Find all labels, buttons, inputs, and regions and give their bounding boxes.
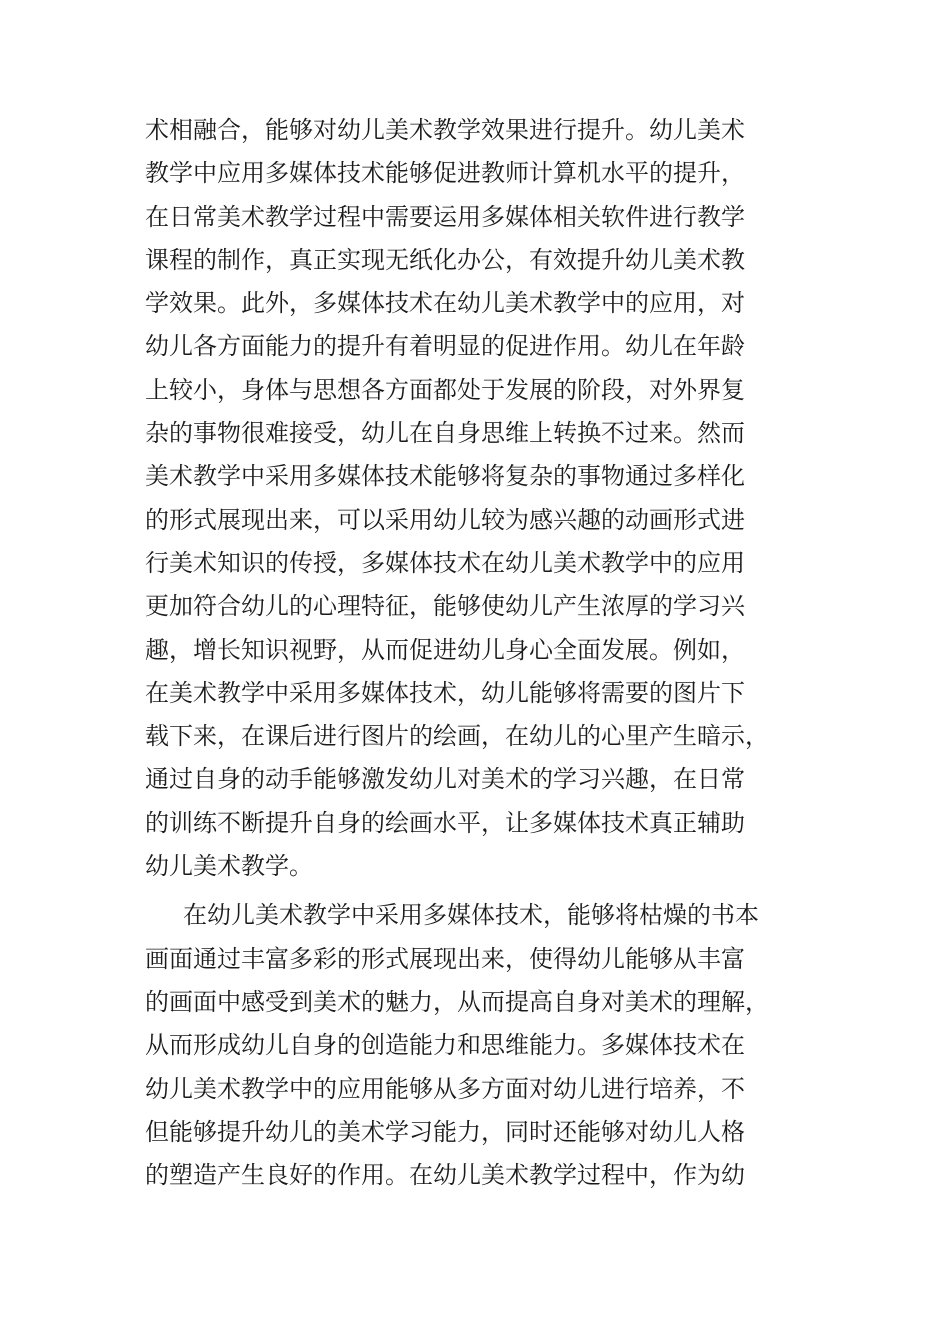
text-line: 画面通过丰富多彩的形式展现出来，使得幼儿能够从丰富 [145,944,745,973]
text-line: 更加符合幼儿的心理特征，能够使幼儿产生浓厚的学习兴 [145,592,745,621]
paragraph-2 [145,894,805,1197]
text-line: 通过自身的动手能够激发幼儿对美术的学习兴趣，在日常 [145,765,745,794]
text-line: 但能够提升幼儿的美术学习能力，同时还能够对幼儿人格 [145,1117,745,1146]
text-line: 美术教学中采用多媒体技术能够将复杂的事物通过多样化 [145,462,745,491]
text-line: 趣，增长知识视野，从而促进幼儿身心全面发展。例如， [145,635,745,664]
text-line: 幼儿美术教学。 [145,852,313,881]
text-line: 在美术教学中采用多媒体技术，幼儿能够将需要的图片下 [145,678,745,707]
body-text [145,109,805,1197]
text-line: 在日常美术教学过程中需要运用多媒体相关软件进行教学 [145,202,745,231]
text-line: 的形式展现出来，可以采用幼儿较为感兴趣的动画形式进 [145,505,745,534]
text-line: 载下来，在课后进行图片的绘画，在幼儿的心里产生暗示， [145,722,769,751]
text-line: 杂的事物很难接受，幼儿在自身思维上转换不过来。然而 [145,419,745,448]
paragraph-1 [145,109,805,888]
text-line: 幼儿各方面能力的提升有着明显的促进作用。幼儿在年龄 [145,332,745,361]
text-line: 上较小，身体与思想各方面都处于发展的阶段，对外界复 [145,375,745,404]
text-line: 幼儿美术教学中的应用能够从多方面对幼儿进行培养，不 [145,1074,745,1103]
text-line: 行美术知识的传授，多媒体技术在幼儿美术教学中的应用 [145,548,745,577]
text-line: 教学中应用多媒体技术能够促进教师计算机水平的提升， [145,159,745,188]
text-line: 在幼儿美术教学中采用多媒体技术，能够将枯燥的书本 [183,901,759,930]
text-line: 课程的制作，真正实现无纸化办公，有效提升幼儿美术教 [145,245,745,274]
text-line: 学效果。此外，多媒体技术在幼儿美术教学中的应用，对 [145,289,745,318]
text-line: 的训练不断提升自身的绘画水平，让多媒体技术真正辅助 [145,808,745,837]
text-line: 术相融合，能够对幼儿美术教学效果进行提升。幼儿美术 [145,116,745,144]
text-line: 从而形成幼儿自身的创造能力和思维能力。多媒体技术在 [145,1031,745,1060]
text-line: 的塑造产生良好的作用。在幼儿美术教学过程中，作为幼 [145,1161,745,1190]
text-line: 的画面中感受到美术的魅力，从而提高自身对美术的理解， [145,987,769,1016]
